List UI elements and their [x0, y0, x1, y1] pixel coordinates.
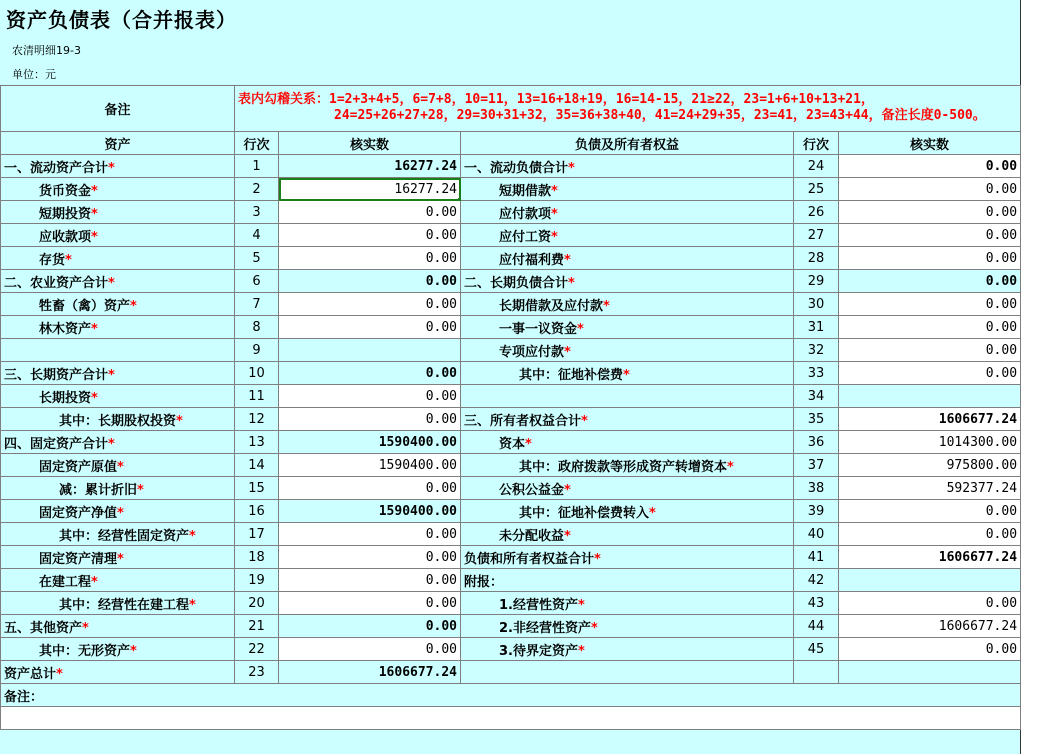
required-mark: *: [577, 321, 584, 337]
asset-value-cell[interactable]: 0.00: [279, 201, 461, 224]
asset-value-cell[interactable]: 0.00: [279, 316, 461, 339]
asset-value-cell: [279, 339, 461, 362]
asset-row-number: 17: [235, 523, 279, 546]
table-row: [1, 178, 1021, 201]
liability-row-number: [794, 661, 839, 684]
asset-value-cell[interactable]: 0.00: [279, 569, 461, 592]
liability-value-cell[interactable]: 0.00: [839, 500, 1021, 523]
required-mark: *: [189, 597, 196, 613]
asset-item-name: [1, 385, 235, 408]
asset-item-label: 一、流动资产合计: [4, 160, 109, 176]
asset-row-number: 6: [235, 270, 279, 293]
liability-value-cell[interactable]: 1606677.24: [839, 546, 1021, 569]
liability-value-cell[interactable]: 0.00: [839, 201, 1021, 224]
asset-value-cell[interactable]: 0.00: [279, 592, 461, 615]
asset-row-number: 13: [235, 431, 279, 454]
asset-value-cell: 1590400.00: [279, 431, 461, 454]
liability-value-cell[interactable]: 1606677.24: [839, 615, 1021, 638]
col-liabilities: 负债及所有者权益: [461, 132, 794, 155]
asset-item-name: [1, 178, 235, 201]
liability-item-name: [461, 201, 794, 224]
asset-row-number: 22: [235, 638, 279, 661]
liability-item-label: 三、所有者权益合计: [464, 413, 582, 429]
liability-item-name: [461, 155, 794, 178]
asset-value-cell[interactable]: 0.00: [279, 385, 461, 408]
required-mark: *: [108, 367, 115, 383]
liability-item-label: 一事一议资金: [499, 321, 578, 337]
required-mark: *: [82, 620, 89, 636]
liability-value-cell[interactable]: 0.00: [839, 316, 1021, 339]
table-row: [1, 661, 1021, 684]
liability-row-number: 44: [794, 615, 839, 638]
liability-item-label: 其中：征地补偿费: [519, 367, 624, 383]
asset-item-name: [1, 500, 235, 523]
asset-item-name: [1, 201, 235, 224]
asset-value-cell[interactable]: 1590400.00: [279, 454, 461, 477]
required-mark: *: [727, 459, 734, 475]
liability-value-cell[interactable]: 0.00: [839, 293, 1021, 316]
note-input-area[interactable]: [1, 707, 1021, 730]
liability-value-cell: [839, 661, 1021, 684]
table-row: [1, 155, 1021, 178]
asset-value-cell[interactable]: 0.00: [279, 523, 461, 546]
liability-item-label: 专项应付款: [499, 344, 565, 360]
asset-item-label: 固定资产原值: [39, 459, 118, 475]
liability-value-cell: 0.00: [839, 270, 1021, 293]
liability-item-name: [461, 247, 794, 270]
liability-item-label: 附报：: [464, 574, 504, 590]
liability-value-cell[interactable]: 0.00: [839, 523, 1021, 546]
asset-item-name: [1, 224, 235, 247]
required-mark: *: [117, 505, 124, 521]
table-row: [1, 247, 1021, 270]
table-row: [1, 431, 1021, 454]
liability-value-cell[interactable]: 975800.00: [839, 454, 1021, 477]
liability-item-name: [461, 178, 794, 201]
liability-item-name: [461, 339, 794, 362]
liability-item-name: [461, 477, 794, 500]
asset-item-name: [1, 661, 235, 684]
liability-item-label: 应付款项: [499, 206, 552, 222]
asset-item-name: [1, 270, 235, 293]
page-title: 资产负债表（合并报表）: [6, 8, 237, 32]
asset-item-name: [1, 408, 235, 431]
column-header-row: [1, 132, 1021, 155]
col-right-row: 行次: [794, 132, 839, 155]
asset-row-number: 14: [235, 454, 279, 477]
liability-row-number: 27: [794, 224, 839, 247]
asset-item-label: 其中：无形资产: [39, 643, 131, 659]
liability-value-cell[interactable]: 0.00: [839, 155, 1021, 178]
required-mark: *: [568, 275, 575, 291]
table-row: [1, 362, 1021, 385]
asset-row-number: 5: [235, 247, 279, 270]
liability-item-name: [461, 224, 794, 247]
required-mark: *: [91, 321, 98, 337]
asset-value-cell[interactable]: 16277.24: [279, 178, 461, 201]
liability-item-name: [461, 362, 794, 385]
asset-value-cell[interactable]: 0.00: [279, 408, 461, 431]
asset-row-number: 12: [235, 408, 279, 431]
table-row: [1, 569, 1021, 592]
liability-row-number: 40: [794, 523, 839, 546]
required-mark: *: [91, 229, 98, 245]
liability-row-number: 29: [794, 270, 839, 293]
required-mark: *: [108, 160, 115, 176]
note-header: 备注: [1, 86, 235, 132]
liability-item-name: [461, 546, 794, 569]
asset-value-cell: 1590400.00: [279, 500, 461, 523]
required-mark: *: [590, 620, 598, 636]
asset-value-cell[interactable]: 0.00: [279, 546, 461, 569]
liability-row-number: 33: [794, 362, 839, 385]
liability-item-name: [461, 316, 794, 339]
asset-item-name: [1, 569, 235, 592]
asset-value-cell: 0.00: [279, 362, 461, 385]
balance-table: [0, 85, 1021, 730]
asset-value-cell: 0.00: [279, 270, 461, 293]
asset-value-cell: 16277.24: [279, 155, 461, 178]
asset-value-cell: 0.00: [279, 615, 461, 638]
asset-item-label: 货币资金: [39, 183, 92, 199]
required-mark: *: [91, 183, 98, 199]
liability-row-number: 24: [794, 155, 839, 178]
liability-value-cell: [839, 569, 1021, 592]
liability-row-number: 45: [794, 638, 839, 661]
asset-item-name: [1, 592, 235, 615]
liability-item-label: 长期借款及应付款: [499, 298, 604, 314]
liability-row-number: 43: [794, 592, 839, 615]
liability-value-cell[interactable]: 0.00: [839, 247, 1021, 270]
liability-item-label: 1.经营性资产: [499, 597, 578, 613]
asset-row-number: 4: [235, 224, 279, 247]
note-input-cell[interactable]: [1, 707, 1021, 730]
required-mark: *: [577, 643, 585, 659]
liability-value-cell[interactable]: 0.00: [839, 224, 1021, 247]
liability-item-label: 未分配收益: [499, 528, 565, 544]
required-mark: *: [564, 252, 571, 268]
asset-row-number: 15: [235, 477, 279, 500]
asset-item-label: 五、其他资产: [4, 620, 83, 636]
asset-item-name: [1, 523, 235, 546]
col-left-row: 行次: [235, 132, 279, 155]
liability-item-label: 一、流动负债合计: [464, 160, 569, 176]
required-mark: *: [551, 183, 558, 199]
liability-item-name: [461, 523, 794, 546]
liability-row-number: 26: [794, 201, 839, 224]
liability-item-name: [461, 454, 794, 477]
liability-item-name: [461, 592, 794, 615]
table-row: [1, 293, 1021, 316]
required-mark: *: [91, 390, 98, 406]
required-mark: *: [137, 482, 144, 498]
liability-value-cell[interactable]: 0.00: [839, 178, 1021, 201]
required-mark: *: [91, 206, 98, 222]
required-mark: *: [577, 597, 585, 613]
asset-item-label: 二、农业资产合计: [4, 275, 109, 291]
asset-item-label: 其中：经营性固定资产: [59, 528, 190, 544]
asset-item-label: 存货: [39, 252, 66, 268]
liability-value-cell[interactable]: 0.00: [839, 362, 1021, 385]
required-mark: *: [130, 643, 137, 659]
required-mark: *: [189, 528, 196, 544]
liability-item-name: [461, 569, 794, 592]
rule-line-2: 24=25+26+27+28，29=30+31+32，35=36+38+40，41=24+29+35，23=41，23=43+44，备注长度0-500。: [334, 108, 986, 123]
liability-row-number: 35: [794, 408, 839, 431]
required-mark: *: [568, 160, 575, 176]
unit-label: 单位：元: [12, 68, 56, 81]
table-row: [1, 385, 1021, 408]
rule-text: [235, 86, 1021, 132]
liability-row-number: 42: [794, 569, 839, 592]
asset-item-name: [1, 339, 235, 362]
liability-row-number: 30: [794, 293, 839, 316]
asset-item-label: 固定资产清理: [39, 551, 118, 567]
liability-item-name: [461, 638, 794, 661]
asset-item-name: [1, 454, 235, 477]
table-row: [1, 546, 1021, 569]
rule-line-1: 表内勾稽关系：1=2+3+4+5，6=7+8，10=11，13=16+18+19，16=14-15，21≥22，23=1+6+10+13+21，: [238, 92, 874, 107]
liability-item-name: [461, 385, 794, 408]
asset-item-name: [1, 293, 235, 316]
asset-item-label: 长期投资: [39, 390, 92, 406]
liability-row-number: 31: [794, 316, 839, 339]
liability-row-number: 34: [794, 385, 839, 408]
liability-value-cell[interactable]: 592377.24: [839, 477, 1021, 500]
liability-row-number: 36: [794, 431, 839, 454]
required-mark: *: [551, 206, 558, 222]
asset-value-cell: 1606677.24: [279, 661, 461, 684]
liability-value-cell[interactable]: 0.00: [839, 592, 1021, 615]
asset-row-number: 1: [235, 155, 279, 178]
required-mark: *: [564, 344, 571, 360]
liability-row-number: 37: [794, 454, 839, 477]
asset-item-name: [1, 155, 235, 178]
table-row: [1, 201, 1021, 224]
liability-item-label: 二、长期负债合计: [464, 275, 569, 291]
asset-item-label: 三、长期资产合计: [4, 367, 109, 383]
required-mark: *: [649, 505, 656, 521]
col-assets: 资产: [1, 132, 235, 155]
asset-item-label: 其中：长期股权投资: [59, 413, 177, 429]
footer-note[interactable]: 备注：: [1, 684, 1021, 707]
asset-row-number: 11: [235, 385, 279, 408]
asset-row-number: 19: [235, 569, 279, 592]
asset-value-cell[interactable]: 0.00: [279, 293, 461, 316]
form-code: 农清明细19-3: [12, 44, 81, 57]
table-row: [1, 270, 1021, 293]
required-mark: *: [56, 666, 63, 682]
table-row: [1, 638, 1021, 661]
required-mark: *: [623, 367, 630, 383]
required-mark: *: [176, 413, 183, 429]
liability-row-number: 32: [794, 339, 839, 362]
required-mark: *: [117, 551, 124, 567]
liability-value-cell: [839, 385, 1021, 408]
table-row: [1, 615, 1021, 638]
asset-row-number: 23: [235, 661, 279, 684]
asset-item-label: 林木资产: [39, 321, 92, 337]
asset-item-name: [1, 615, 235, 638]
col-left-value: 核实数: [279, 132, 461, 155]
table-row: [1, 500, 1021, 523]
required-mark: *: [130, 298, 137, 314]
footer-note-row: [1, 684, 1021, 707]
asset-row-number: 21: [235, 615, 279, 638]
asset-row-number: 3: [235, 201, 279, 224]
asset-item-label: 资产总计: [4, 666, 57, 682]
asset-row-number: 2: [235, 178, 279, 201]
liability-item-label: 其中：政府拨款等形成资产转增资本: [519, 459, 728, 475]
asset-item-name: [1, 247, 235, 270]
liability-item-name: [461, 431, 794, 454]
table-row: [1, 339, 1021, 362]
asset-item-label: 固定资产净值: [39, 505, 118, 521]
liability-item-label: 应付工资: [499, 229, 552, 245]
liability-value-cell[interactable]: 0.00: [839, 339, 1021, 362]
required-mark: *: [525, 436, 532, 452]
asset-item-label: 在建工程: [39, 574, 92, 590]
table-row: [1, 316, 1021, 339]
required-mark: *: [603, 298, 610, 314]
liability-item-label: 公积公益金: [499, 482, 565, 498]
asset-item-name: [1, 546, 235, 569]
liability-item-name: [461, 270, 794, 293]
required-mark: *: [564, 528, 571, 544]
liability-row-number: 38: [794, 477, 839, 500]
required-mark: *: [117, 459, 124, 475]
liability-value-cell[interactable]: 1014300.00: [839, 431, 1021, 454]
asset-item-name: [1, 362, 235, 385]
liability-item-label: 负债和所有者权益合计: [464, 551, 595, 567]
asset-row-number: 18: [235, 546, 279, 569]
asset-value-cell[interactable]: 0.00: [279, 247, 461, 270]
asset-row-number: 7: [235, 293, 279, 316]
asset-row-number: 10: [235, 362, 279, 385]
liability-row-number: 28: [794, 247, 839, 270]
liability-item-name: [461, 408, 794, 431]
asset-item-label: 减：累计折旧: [59, 482, 138, 498]
required-mark: *: [108, 275, 115, 291]
col-right-value: 核实数: [839, 132, 1021, 155]
liability-item-name: [461, 293, 794, 316]
asset-item-label: 牲畜（禽）资产: [39, 298, 131, 314]
required-mark: *: [65, 252, 72, 268]
asset-value-cell[interactable]: 0.00: [279, 638, 461, 661]
liability-value-cell[interactable]: 0.00: [839, 638, 1021, 661]
liability-item-label: 其中：征地补偿费转入: [519, 505, 650, 521]
liability-row-number: 41: [794, 546, 839, 569]
required-mark: *: [551, 229, 558, 245]
table-row: [1, 523, 1021, 546]
required-mark: *: [564, 482, 571, 498]
required-mark: *: [91, 574, 98, 590]
required-mark: *: [108, 436, 115, 452]
table-row: [1, 454, 1021, 477]
asset-item-name: [1, 431, 235, 454]
liability-item-label: 2.非经营性资产: [499, 620, 591, 636]
liability-item-label: 短期借款: [499, 183, 552, 199]
liability-item-name: [461, 661, 794, 684]
asset-item-name: [1, 477, 235, 500]
required-mark: *: [594, 551, 601, 567]
liability-item-label: 资本: [499, 436, 526, 452]
asset-item-label: 短期投资: [39, 206, 92, 222]
liability-row-number: 25: [794, 178, 839, 201]
asset-item-label: 其中：经营性在建工程: [59, 597, 190, 613]
liability-item-label: 3.待界定资产: [499, 643, 578, 659]
asset-row-number: 20: [235, 592, 279, 615]
liability-item-name: [461, 615, 794, 638]
asset-item-label: 应收款项: [39, 229, 92, 245]
table-row: [1, 408, 1021, 431]
table-row: [1, 224, 1021, 247]
required-mark: *: [581, 413, 588, 429]
asset-item-name: [1, 638, 235, 661]
asset-row-number: 9: [235, 339, 279, 362]
asset-row-number: 16: [235, 500, 279, 523]
liability-value-cell[interactable]: 1606677.24: [839, 408, 1021, 431]
liability-item-label: 应付福利费: [499, 252, 565, 268]
liability-row-number: 39: [794, 500, 839, 523]
liability-item-name: [461, 500, 794, 523]
asset-item-label: 四、固定资产合计: [4, 436, 109, 452]
asset-value-cell[interactable]: 0.00: [279, 477, 461, 500]
asset-item-name: [1, 316, 235, 339]
asset-row-number: 8: [235, 316, 279, 339]
table-row: [1, 477, 1021, 500]
asset-value-cell[interactable]: 0.00: [279, 224, 461, 247]
table-row: [1, 592, 1021, 615]
